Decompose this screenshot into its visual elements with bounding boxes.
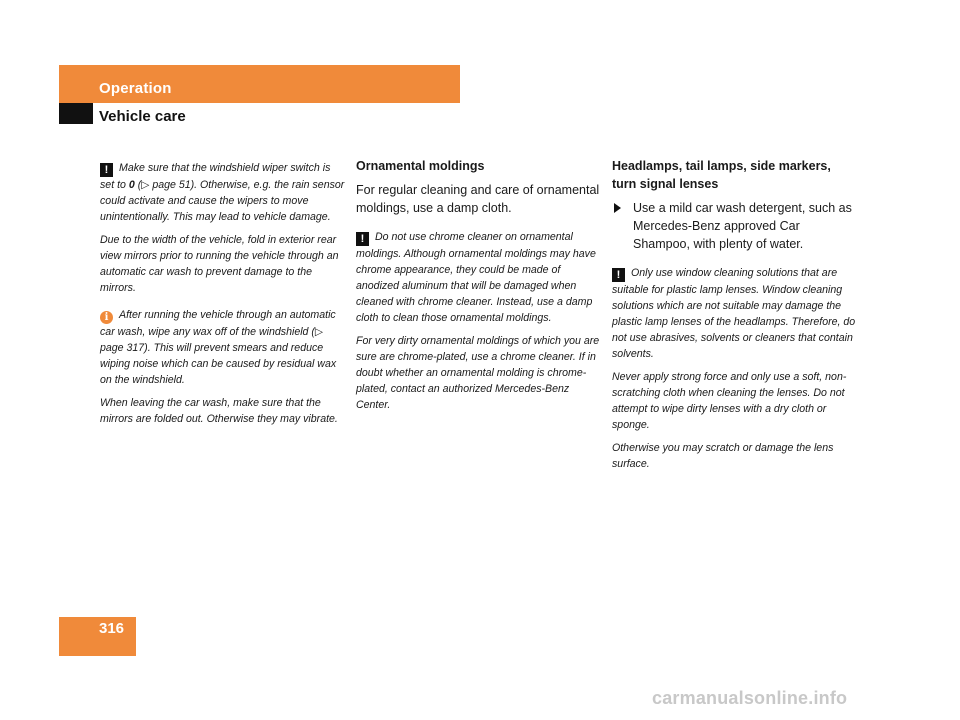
- section-heading: Headlamps, tail lamps, side markers, turn signal lenses: [612, 159, 831, 191]
- warning-icon: !: [100, 163, 113, 177]
- info-paragraph: When leaving the car wash, make sure that the mirrors are folded out. Otherwise they may vibrate.: [100, 397, 338, 425]
- column-left: [100, 160, 345, 438]
- page-number: 316: [99, 620, 125, 637]
- section-heading: Ornamental moldings: [356, 159, 485, 173]
- body-paragraph: For regular cleaning and care of ornamental moldings, use a damp cloth.: [356, 183, 600, 215]
- warning-paragraph: Never apply strong force and only use a soft, non-scratching cloth when cleaning the lenses. Do not attempt to wipe dirty lenses with a dry cloth or sponge.: [612, 371, 847, 431]
- subsection-title: Vehicle care: [99, 108, 186, 125]
- warning-paragraph: For very dirty ornamental moldings of which you are sure are chrome-plated, use a chrome cleaner. If in doubt whether an ornamental molding is chrome-plated, contact an authorized Mercedes-Benz Center.: [356, 335, 600, 411]
- column-middle: [356, 157, 601, 424]
- warning-note: [612, 265, 857, 472]
- warning-paragraph: ! Do not use chrome cleaner on ornamental moldings. Although ornamental moldings may have chrome appearance, they could be made of anodized aluminum that will be damaged when cleaned with chrome cleaner. Instead, use a damp cloth to clean those ornamental moldings.: [356, 231, 596, 324]
- warning-icon: !: [356, 232, 369, 246]
- section-title: Operation: [99, 80, 172, 97]
- warning-paragraph: ! Only use window cleaning solutions that are suitable for plastic lamp lenses. Window cleaning solutions which are not suitable may damage the plastic lamp lenses of the headlamps. Therefore, do not use abrasives, solvents or cleaners that contain solvents.: [612, 267, 856, 360]
- watermark: carmanualsonline.info: [652, 688, 848, 708]
- info-note: [100, 307, 345, 427]
- bullet-item: Use a mild car wash detergent, such as Mercedes-Benz approved Car Shampoo, with plenty of water.: [612, 199, 857, 253]
- warning-note: [356, 229, 601, 413]
- warning-paragraph: ! Make sure that the windshield wiper switch is set to 0 (▷ page 51). Otherwise, e.g. the rain sensor could activate and cause the wipers to move unintentionally. This may lead to vehicle damage.: [100, 162, 345, 223]
- header-marker: [59, 103, 93, 124]
- info-icon: i: [100, 311, 113, 324]
- column-right: [612, 157, 857, 483]
- warning-paragraph: Otherwise you may scratch or damage the lens surface.: [612, 442, 834, 470]
- warning-paragraph: Due to the width of the vehicle, fold in exterior rear view mirrors prior to running the vehicle through an automatic car wash to prevent damage to the mirrors.: [100, 234, 339, 294]
- info-paragraph: i After running the vehicle through an automatic car wash, wipe any wax off of the windshield (▷ page 317). This will prevent smears and reduce wiping noise which can be caused by residual wax on the windshield.: [100, 309, 337, 386]
- warning-icon: !: [612, 268, 625, 282]
- bullet-arrow-icon: [614, 203, 621, 213]
- warning-note: [100, 160, 345, 296]
- page-number-box: [59, 617, 136, 656]
